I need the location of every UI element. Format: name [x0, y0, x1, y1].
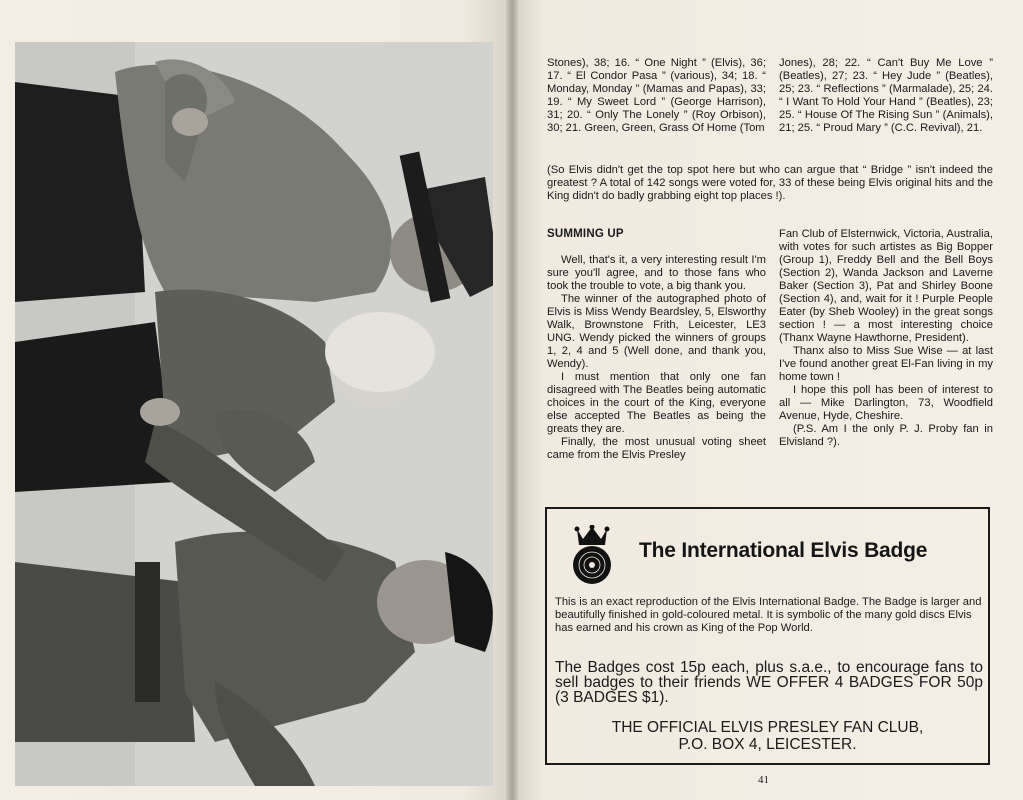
- summing-up-column-right: [779, 228, 993, 449]
- ad-title: The International Elvis Badge: [639, 539, 928, 562]
- summing-up-column-left: [547, 228, 766, 462]
- photo-elvis-dancing: [15, 42, 493, 786]
- page-number: 41: [758, 774, 769, 786]
- page-gutter: [506, 0, 518, 800]
- crown-disc-icon: [569, 525, 615, 585]
- photo-illustration: [15, 42, 493, 786]
- paragraph-winner: The winner of the autographed photo of Elvis is Miss Wendy Beardsley, 5, Elsworthy Walk, Brownstone Frith, Leicester, LE3 UNG. Wendy picked the winners of groups 1, 2, 4 and 5 (Well done, and thank you, Wendy).: [547, 293, 766, 370]
- poll-summary-paragraph: [547, 164, 993, 203]
- song-list-text-right: Jones), 28; 22. “ Can't Buy Me Love ” (Beatles), 27; 23. “ Hey Jude ” (Beatles), 25; 23. “ Reflections ” (Marmalade), 25; 24. “ I Want To Hold Your Hand ” (Beatles), 23; 25. “ House Of The Rising Sun ” (Animals), 21; 25. “ Proud Mary ” (C.C. Revival), 21.: [779, 57, 993, 134]
- paragraph-beatles: I must mention that only one fan disagreed with The Beatles being automatic choices in the court of the King, everyone else accepted The Beatles as being the greats they are.: [547, 371, 766, 435]
- paragraph-unusual-sheet: Finally, the most unusual voting sheet came from the Elvis Presley: [547, 436, 766, 461]
- poll-summary-text: (So Elvis didn't get the top spot here but who can argue that “ Bridge ” isn't indeed the greatest ? A total of 142 songs were voted for, 33 of these being Elvis original hits and the King didn't do badly grabbing eight top places !).: [547, 164, 993, 202]
- paragraph-signoff: I hope this poll has been of interest to all — Mike Darlington, 73, Woodfield Avenue, Hyde, Cheshire.: [779, 384, 993, 422]
- ad-address-line1: THE OFFICIAL ELVIS PRESLEY FAN CLUB,: [611, 719, 924, 736]
- song-list-column-right: [779, 57, 993, 135]
- ad-offer: The Badges cost 15p each, plus s.a.e., to encourage fans to sell badges to their friends WE OFFER 4 BADGES FOR 50p (3 BADGES $1).: [555, 659, 983, 706]
- ad-description: This is an exact reproduction of the Elvis International Badge. The Badge is larger and beautifully finished in gold-coloured metal. It is symbolic of the many gold discs Elvis has earned and his crown as King of the Pop World.: [555, 596, 982, 634]
- summing-up-heading: SUMMING UP: [547, 228, 624, 240]
- ad-address: [547, 719, 988, 753]
- song-list-text-left: Stones), 38; 16. “ One Night ” (Elvis), 36; 17. “ El Condor Pasa ” (various), 34; 18. “ Monday, Monday ” (Mamas and Papas), 33; 19. “ My Sweet Lord ” (George Harrison), 31; 20. “ Only The Lonely ” (Roy Orbison), 30; 21. Green, Green, Grass Of Home (Tom: [547, 57, 766, 134]
- paragraph-thanks: Well, that's it, a very interesting result I'm sure you'll agree, and to those fans who took the trouble to vote, a big thank you.: [547, 254, 766, 292]
- song-list-column-left: [547, 57, 766, 135]
- paragraph-sue-wise: Thanx also to Miss Sue Wise — at last I've found another great El-Fan living in my home town !: [779, 345, 993, 383]
- paragraph-fan-club: Fan Club of Elsternwick, Victoria, Australia, with votes for such artistes as Big Bopper (Group 1), Freddy Bell and the Bell Boys (Section 2), Wanda Jackson and Laverne Baker (Section 3), Pat and Shirley Boone (Section 4), and, wait for it ! Purple People Eater (by Sheb Wooley) in the great songs section ! — a most interesting choice (Thanx Wayne Hawthorne, President).: [779, 228, 993, 344]
- paragraph-ps: (P.S. Am I the only P. J. Proby fan in Elvisland ?).: [779, 423, 993, 448]
- badge-advertisement: [545, 507, 990, 765]
- ad-address-line2: P.O. BOX 4, LEICESTER.: [678, 736, 857, 753]
